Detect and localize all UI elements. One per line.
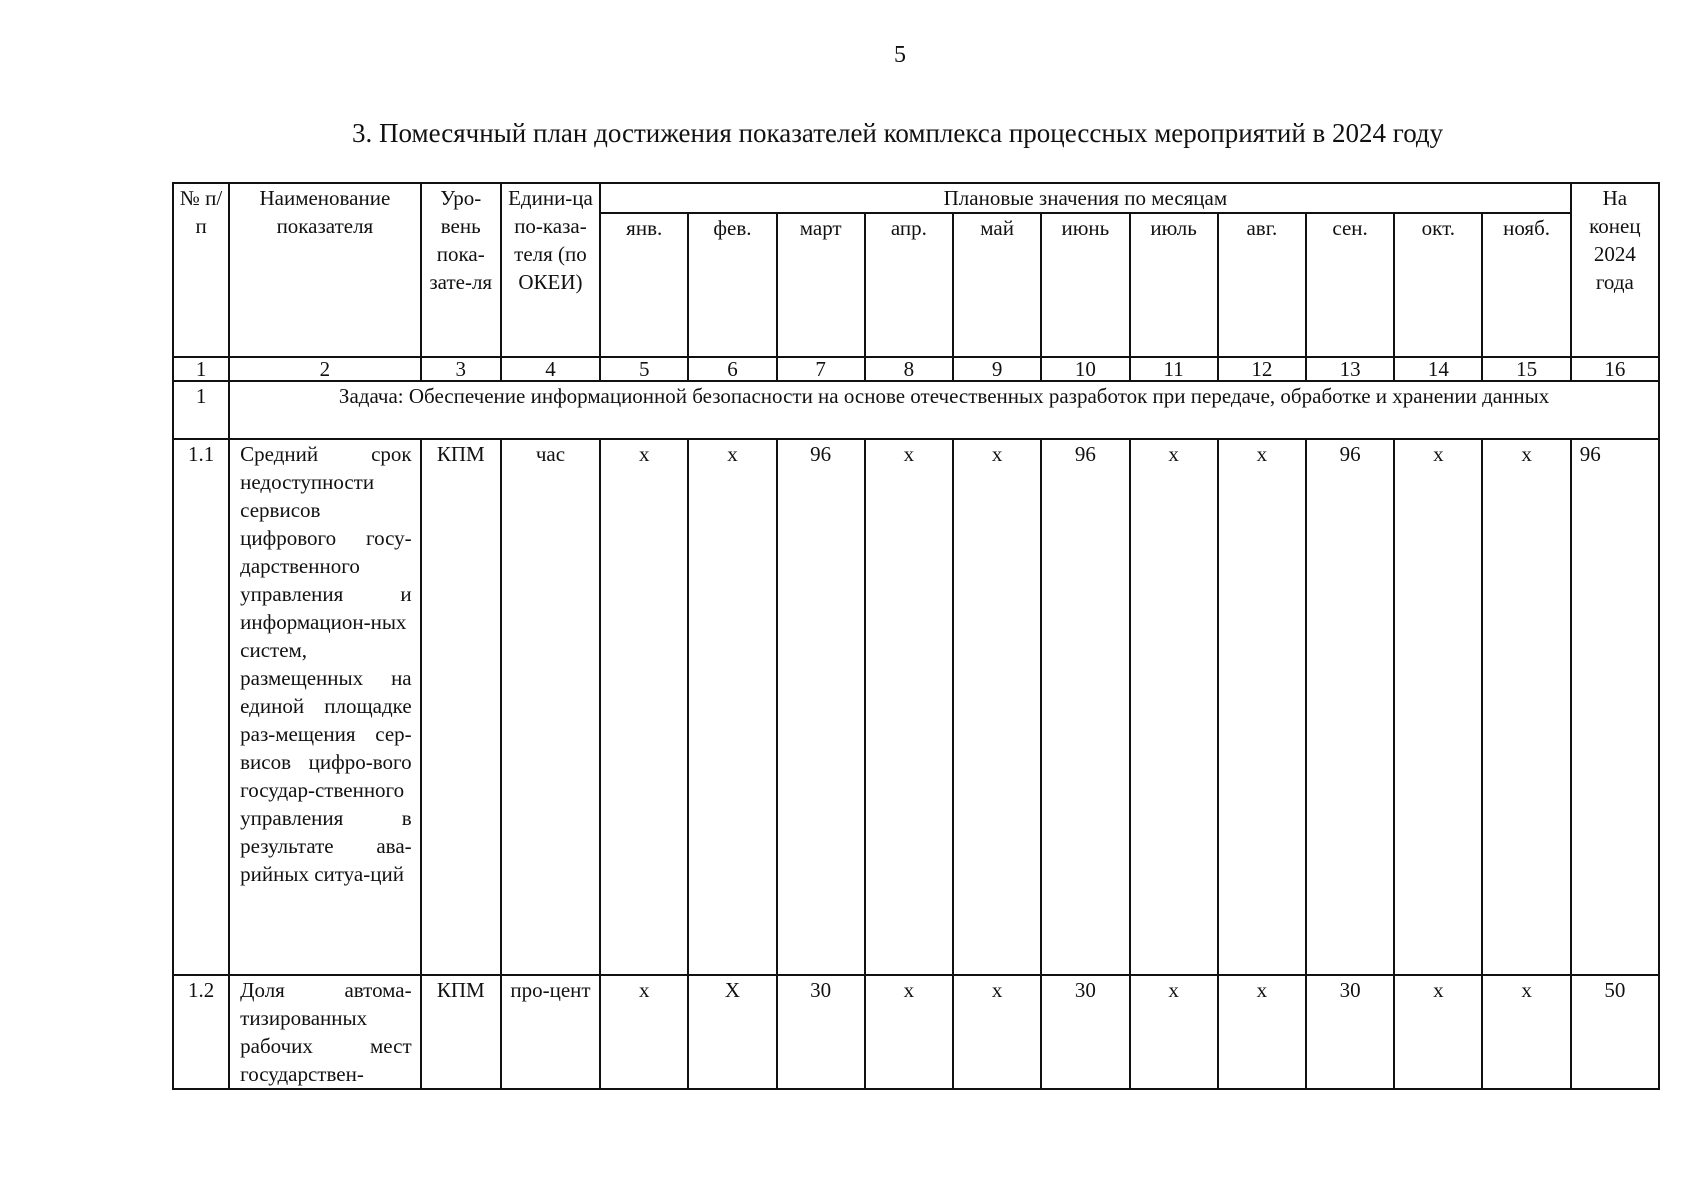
row-value: x — [688, 439, 776, 975]
column-number: 5 — [600, 357, 688, 381]
row-value: 96 — [1306, 439, 1394, 975]
row-value: x — [600, 439, 688, 975]
header-planned: Плановые значения по месяцам — [600, 183, 1571, 213]
row-value: x — [1218, 439, 1306, 975]
column-number: 8 — [865, 357, 953, 381]
header-month: сен. — [1306, 213, 1394, 357]
column-number: 7 — [777, 357, 865, 381]
column-number: 12 — [1218, 357, 1306, 381]
row-end-value: 96 — [1571, 439, 1659, 975]
row-unit: час — [501, 439, 600, 975]
column-number: 14 — [1394, 357, 1482, 381]
column-number: 11 — [1130, 357, 1218, 381]
row-name: Доля автома-тизированных рабочих мест государствен- — [229, 975, 421, 1089]
row-value: x — [1218, 975, 1306, 1089]
row-value: x — [953, 439, 1041, 975]
row-value: x — [865, 439, 953, 975]
row-value: x — [600, 975, 688, 1089]
header-month: май — [953, 213, 1041, 357]
row-value: x — [1482, 439, 1570, 975]
row-value: 96 — [777, 439, 865, 975]
row-value: x — [1394, 439, 1482, 975]
row-unit: про-цент — [501, 975, 600, 1089]
page-number: 5 — [894, 42, 906, 68]
header-level: Уро-вень пока-зате-ля — [421, 183, 501, 357]
row-value: 30 — [777, 975, 865, 1089]
row-value: x — [1130, 975, 1218, 1089]
row-value: x — [1130, 439, 1218, 975]
task-num: 1 — [173, 381, 229, 439]
row-num: 1.1 — [173, 439, 229, 975]
table-row — [173, 439, 1659, 975]
row-value: x — [865, 975, 953, 1089]
row-value: x — [953, 975, 1041, 1089]
column-number: 13 — [1306, 357, 1394, 381]
header-month: авг. — [1218, 213, 1306, 357]
column-number: 10 — [1041, 357, 1129, 381]
column-number: 15 — [1482, 357, 1570, 381]
row-value: 30 — [1041, 975, 1129, 1089]
column-number: 16 — [1571, 357, 1659, 381]
task-text: Задача: Обеспечение информационной безопасности на основе отечественных разработок при передаче, обработке и хранении данных — [229, 381, 1659, 439]
header-month: фев. — [688, 213, 776, 357]
column-number: 1 — [173, 357, 229, 381]
header-month: янв. — [600, 213, 688, 357]
column-number: 3 — [421, 357, 501, 381]
column-number: 2 — [229, 357, 421, 381]
row-level: КПМ — [421, 975, 501, 1089]
table-row — [173, 975, 1659, 1089]
row-value: X — [688, 975, 776, 1089]
header-month: апр. — [865, 213, 953, 357]
header-month: март — [777, 213, 865, 357]
header-num: № п/п — [173, 183, 229, 357]
monthly-plan-table — [172, 182, 1660, 1090]
header-month: окт. — [1394, 213, 1482, 357]
document-title: 3. Помесячный план достижения показателей комплекса процессных мероприятий в 2024 году — [352, 118, 1444, 148]
column-number: 4 — [501, 357, 600, 381]
header-unit: Едини-ца по-каза-теля (по ОКЕИ) — [501, 183, 600, 357]
row-value: 96 — [1041, 439, 1129, 975]
column-number: 9 — [953, 357, 1041, 381]
column-number: 6 — [688, 357, 776, 381]
header-month: июнь — [1041, 213, 1129, 357]
row-value: x — [1482, 975, 1570, 1089]
header-month: нояб. — [1482, 213, 1570, 357]
row-num: 1.2 — [173, 975, 229, 1089]
row-end-value: 50 — [1571, 975, 1659, 1089]
row-level: КПМ — [421, 439, 501, 975]
row-name: Средний срок недоступности сервисов цифрового госу-дарственного управления и информацион-ных систем, размещенных на единой площадке раз-мещения сер-висов цифро-вого государ-ственного управления в результате ава-рийных ситуа-ций — [229, 439, 421, 975]
header-month: июль — [1130, 213, 1218, 357]
row-value: 30 — [1306, 975, 1394, 1089]
header-name: Наименование показателя — [229, 183, 421, 357]
header-end: На конец 2024 года — [1571, 183, 1659, 357]
row-value: x — [1394, 975, 1482, 1089]
